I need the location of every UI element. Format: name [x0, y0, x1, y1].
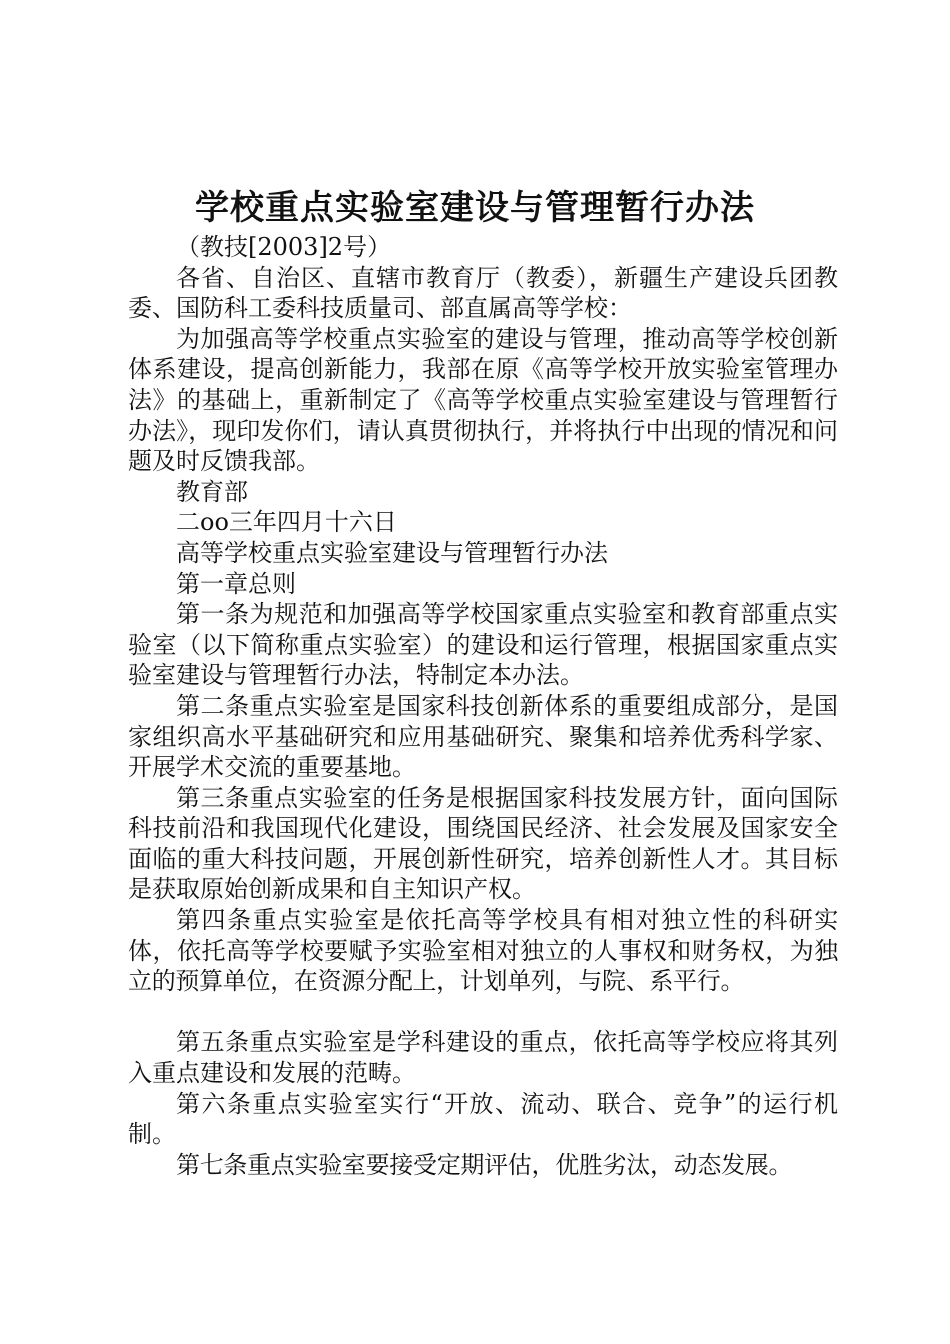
article-4: 第四条重点实验室是依托高等学校具有相对独立性的科研实体，依托高等学校要赋予实验室相对独立的人事权和财务权，为独立的预算单位，在资源分配上，计划单列，与院、系平行。	[128, 906, 838, 996]
document-title: 学校重点实验室建设与管理暂行办法	[195, 188, 755, 228]
document-number: （教技[2003]2号）	[176, 233, 392, 261]
attachment-title: 高等学校重点实验室建设与管理暂行办法	[176, 538, 608, 567]
article-6: 第六条重点实验室实行“开放、流动、联合、竞争”的运行机制。	[128, 1089, 838, 1149]
article-5: 第五条重点实验室是学科建设的重点，依托高等学校应将其列入重点建设和发展的范畴。	[128, 1028, 838, 1088]
blank-line	[128, 997, 838, 1028]
notice-recipients: 各省、自治区、直辖市教育厅（教委），新疆生产建设兵团教委、国防科工委科技质量司、部直属高等学校：	[128, 263, 838, 323]
document-body	[128, 232, 838, 1180]
issuer-name: 教育部	[176, 477, 248, 506]
article-7: 第七条重点实验室要接受定期评估，优胜劣汰，动态发展。	[176, 1150, 793, 1179]
article-1: 第一条为规范和加强高等学校国家重点实验室和教育部重点实验室（以下简称重点实验室）的建设和运行管理，根据国家重点实验室建设与管理暂行办法，特制定本办法。	[128, 600, 838, 690]
chapter-heading: 第一章总则	[176, 569, 296, 598]
issue-date: 二oo三年四月十六日	[176, 508, 397, 537]
article-2: 第二条重点实验室是国家科技创新体系的重要组成部分，是国家组织高水平基础研究和应用基础研究、聚集和培养优秀科学家、开展学术交流的重要基地。	[128, 691, 838, 782]
notice-body: 为加强高等学校重点实验室的建设与管理，推动高等学校创新体系建设，提高创新能力，我部在原《高等学校开放实验室管理办法》的基础上，重新制定了《高等学校重点实验室建设与管理暂行办法》，现印发你们，请认真贯彻执行，并将执行中出现的情况和问题及时反馈我部。	[128, 324, 838, 476]
article-3: 第三条重点实验室的任务是根据国家科技发展方针，面向国际科技前沿和我国现代化建设，围绕国民经济、社会发展及国家安全面临的重大科技问题，开展创新性研究，培养创新性人才。其目标是获取原始创新成果和自主知识产权。	[128, 783, 838, 904]
